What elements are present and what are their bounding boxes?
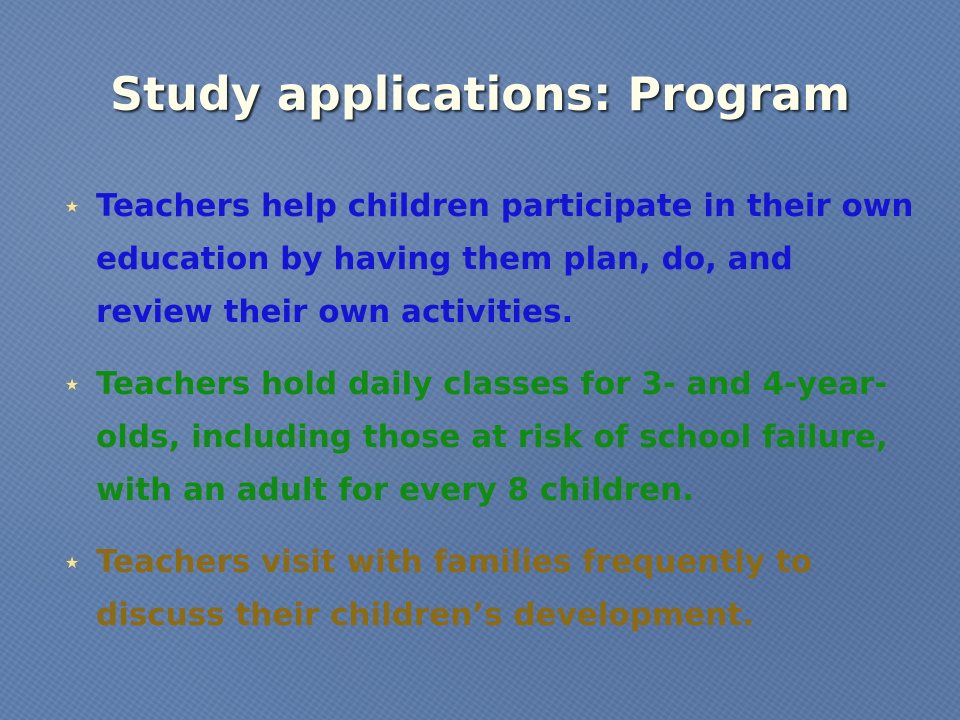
star-icon: ★ bbox=[64, 197, 80, 216]
slide-title: Study applications: Program bbox=[109, 67, 851, 121]
bullet-text: Teachers hold daily classes for 3- and 4-year-olds, including those at risk of school failure, with an adult for every 8 children. bbox=[96, 366, 888, 508]
star-icon: ★ bbox=[64, 553, 80, 572]
bullet-item bbox=[60, 180, 920, 339]
bullet-list bbox=[60, 180, 920, 661]
bullet-text: Teachers help children participate in their own education by having them plan, do, and review their own activities. bbox=[96, 188, 914, 330]
bullet-item bbox=[60, 536, 920, 642]
bullet-text: Teachers visit with families frequently to discuss their children’s development. bbox=[96, 544, 813, 633]
bullet-item bbox=[60, 358, 920, 517]
star-icon: ★ bbox=[64, 375, 80, 394]
